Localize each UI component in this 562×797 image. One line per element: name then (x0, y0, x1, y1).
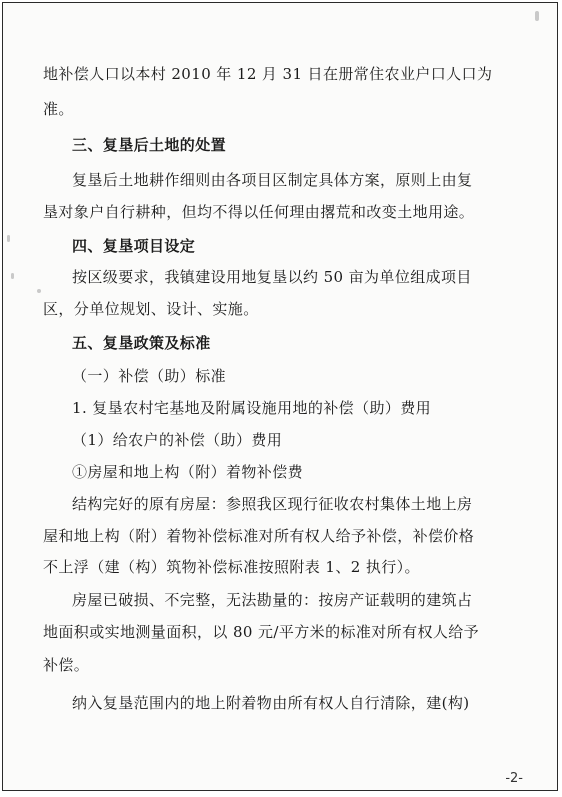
body-text-line: 垦对象户自行耕种，但均不得以任何理由撂荒和改变土地用途。 (43, 203, 475, 221)
body-text-line: 不上浮（建（构）筑物补偿标准按照附表 1、2 执行）。 (43, 558, 420, 576)
body-text-line: 纳入复垦范围内的地上附着物由所有权人自行清除，建(构) (72, 694, 470, 712)
body-text-line: 复垦后土地耕作细则由各项目区制定具体方案，原则上由复 (72, 171, 473, 189)
body-text-line: 地面积或实地测量面积，以 80 元/平方米的标准对所有权人给予 (43, 623, 480, 641)
scan-mark (37, 289, 41, 293)
section-heading: 三、复垦后土地的处置 (72, 136, 227, 154)
body-text-line: 结构完好的原有房屋：参照我区现行征收农村集体土地上房 (72, 495, 473, 513)
body-text-line: 区，分单位规划、设计、实施。 (43, 300, 259, 318)
body-text-line: 房屋已破损、不完整，无法勘量的：按房产证载明的建筑占 (72, 591, 473, 609)
body-text-line: （1）给农户的补偿（助）费用 (72, 431, 283, 449)
body-text-line: 按区级要求，我镇建设用地复垦以约 50 亩为单位组成项目 (72, 268, 472, 286)
body-text-line: 1. 复垦农村宅基地及附属设施用地的补偿（助）费用 (72, 399, 432, 417)
body-text-line: 准。 (43, 100, 74, 118)
scan-mark (535, 11, 539, 21)
section-heading: 四、复垦项目设定 (72, 237, 196, 255)
body-text-line: ①房屋和地上构（附）着物补偿费 (72, 463, 304, 481)
body-text-line: 地补偿人口以本村 2010 年 12 月 31 日在册常住农业户口人口为 (43, 65, 493, 83)
section-heading: 五、复垦政策及标准 (72, 334, 211, 352)
subsection-heading: （一）补偿（助）标准 (72, 367, 227, 385)
document-page (2, 2, 558, 791)
body-text-line: 补偿。 (43, 656, 90, 674)
page-number: -2- (505, 771, 523, 786)
body-text-line: 屋和地上构（附）着物补偿标准对所有权人给予补偿，补偿价格 (43, 527, 475, 545)
